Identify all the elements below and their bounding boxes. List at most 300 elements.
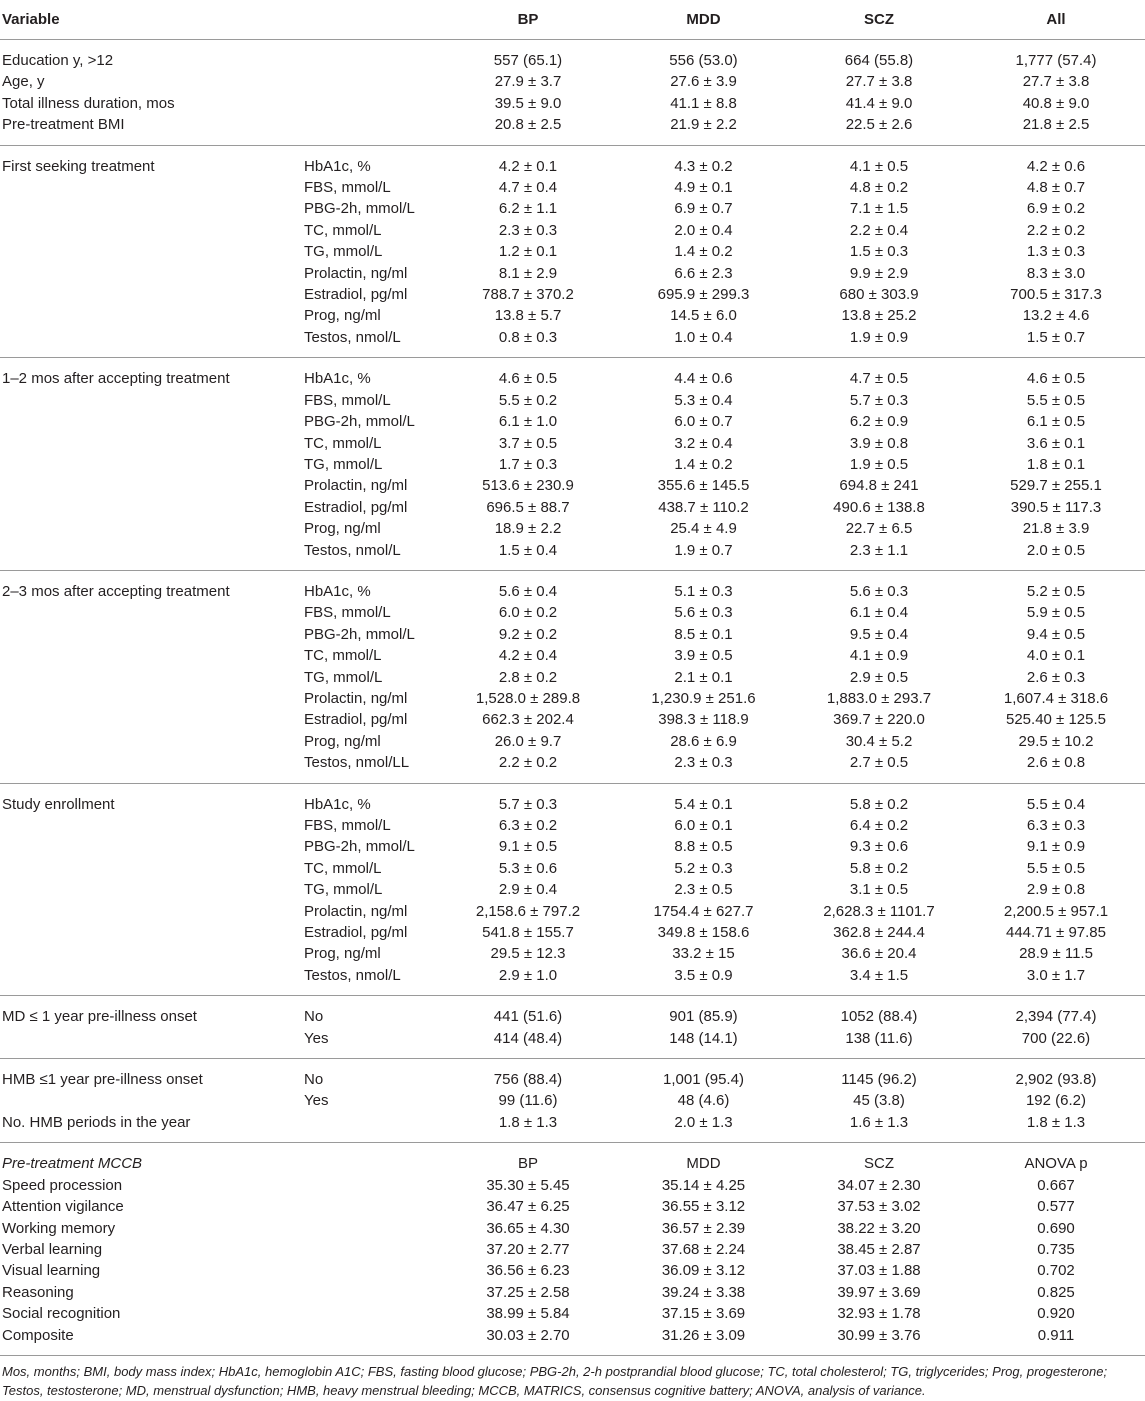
group-md [0,996,1145,1059]
row-label [0,540,300,571]
value-cell: 37.15 ± 3.69 [661,1305,746,1323]
mccb-section [0,1143,1145,1356]
row-sublabel: TG, mmol/L [304,455,383,473]
value-cell: 6.3 ± 0.2 [498,817,558,834]
value-cell: 0.702 [1037,1262,1075,1280]
value-cell: 9.3 ± 0.6 [849,838,909,856]
value-cell: 700.5 ± 317.3 [1010,286,1102,304]
row-label [0,1028,300,1059]
row-sublabel: Testos, nmol/L [300,965,440,996]
table-row [0,263,1145,284]
value-cell: 2.1 ± 0.1 [674,668,733,686]
value-cell: 27.7 ± 3.8 [1022,73,1090,91]
row-sublabel: TG, mmol/L [304,243,383,261]
value-cell: 18.9 ± 2.2 [494,520,562,538]
table-row [0,145,1145,177]
value-cell: 1.2 ± 0.1 [498,243,558,261]
value-cell: 4.1 ± 0.5 [849,157,909,175]
value-cell: 27.7 ± 3.8 [845,73,913,91]
value-cell: 4.2 ± 0.1 [498,157,558,175]
value-cell: 1052 (88.4) [840,1008,918,1026]
value-cell: 529.7 ± 255.1 [1010,477,1102,495]
table-row [0,475,1145,496]
value-cell: 2.6 ± 0.3 [1026,668,1086,686]
row-sublabel [300,1282,440,1303]
row-sublabel: HbA1c, % [304,582,371,600]
table-row [0,624,1145,645]
header-mdd: MDD [616,0,791,40]
value-cell: 9.1 ± 0.5 [498,838,558,856]
value-cell: 1.5 ± 0.3 [849,243,909,261]
table-row [0,965,1145,996]
value-cell: 362.8 ± 244.4 [833,924,925,942]
value-cell: 27.6 ± 3.9 [670,73,737,91]
value-cell: 192 (6.2) [1025,1092,1087,1110]
value-cell: 48 (4.6) [677,1092,730,1110]
table-row [0,497,1145,518]
value-cell: 34.07 ± 2.30 [837,1176,921,1194]
value-cell: 349.8 ± 158.6 [657,924,750,942]
table-row [0,114,1145,145]
row-sublabel [300,1112,440,1143]
row-label: Education y, >12 [2,52,114,69]
value-cell: 2,902 (93.8) [1015,1071,1097,1089]
row-sublabel: PBG-2h, mmol/L [304,838,415,856]
value-cell: 4.8 ± 0.2 [849,179,909,197]
row-label [0,688,300,709]
value-cell: 2.9 ± 0.5 [849,668,909,686]
value-cell: 5.3 ± 0.6 [498,859,558,877]
table-row [0,454,1145,475]
value-cell: 22.5 ± 2.6 [791,114,967,145]
value-cell: 3.6 ± 0.1 [1026,434,1086,452]
value-cell: 8.8 ± 0.5 [674,838,733,856]
value-cell: 4.4 ± 0.6 [674,370,733,388]
row-sublabel: Prolactin, ng/ml [304,689,408,707]
value-cell: 21.8 ± 3.9 [1022,520,1090,538]
table-row [0,1260,1145,1281]
value-cell: 5.2 ± 0.5 [1026,582,1086,600]
row-sublabel: TC, mmol/L [304,434,382,452]
value-cell: 4.6 ± 0.5 [1026,370,1086,388]
value-cell: 6.9 ± 0.2 [1026,200,1086,218]
table-row [0,1303,1145,1324]
value-cell: 4.2 ± 0.4 [498,647,558,665]
value-cell: 525.40 ± 125.5 [1006,711,1106,729]
row-label [0,220,300,241]
value-cell: 444.71 ± 97.85 [1006,924,1106,942]
value-cell: 6.6 ± 2.3 [674,264,733,282]
table-row [0,1059,1145,1091]
row-sublabel [300,1143,440,1175]
row-sublabel [300,93,440,114]
value-cell: 38.99 ± 5.84 [486,1305,570,1323]
header-blank [300,0,440,40]
row-label [0,411,300,432]
value-cell: 20.8 ± 2.5 [440,114,616,145]
row-label: Working memory [2,1219,116,1237]
value-cell: MDD [686,1155,721,1173]
value-cell: 1.9 ± 0.9 [791,327,967,358]
row-sublabel: Estradiol, pg/ml [304,924,408,942]
row-sublabel [300,1175,440,1196]
row-sublabel: Prolactin, ng/ml [304,477,408,495]
row-label [0,645,300,666]
value-cell: 14.5 ± 6.0 [670,307,737,325]
value-cell: 4.3 ± 0.2 [674,157,733,175]
row-label: Study enrollment [2,795,115,813]
row-label [0,879,300,900]
value-cell: 21.8 ± 2.5 [967,114,1145,145]
value-cell: 3.2 ± 0.4 [674,434,733,452]
value-cell: 32.93 ± 1.78 [837,1305,921,1323]
row-sublabel [300,1260,440,1281]
value-cell: 35.30 ± 5.45 [486,1176,570,1194]
row-sublabel: Prog, ng/ml [304,520,381,538]
value-cell: 2.7 ± 0.5 [791,752,967,783]
table-row [0,1218,1145,1239]
row-sublabel: PBG-2h, mmol/L [304,200,415,218]
value-cell: 4.8 ± 0.7 [1026,179,1086,197]
value-cell: 1,607.4 ± 318.6 [1003,689,1109,707]
value-cell: 6.0 ± 0.1 [674,817,733,834]
group-2-3-mos [0,570,1145,783]
row-sublabel: FBS, mmol/L [304,604,391,622]
table-row [0,570,1145,602]
row-sublabel: Testos, nmol/L [300,540,440,571]
value-cell: 31.26 ± 3.09 [616,1325,791,1356]
value-cell: 441 (51.6) [493,1008,563,1026]
row-sublabel [300,1218,440,1239]
value-cell: 490.6 ± 138.8 [833,498,925,516]
row-label [0,518,300,539]
value-cell: 37.20 ± 2.77 [486,1240,570,1258]
table-row [0,1325,1145,1356]
row-label [0,433,300,454]
row-sublabel [300,1239,440,1260]
value-cell: 2.3 ± 0.3 [616,752,791,783]
value-cell: 6.0 ± 0.2 [498,604,558,622]
table-row [0,645,1145,666]
value-cell: 36.47 ± 6.25 [486,1198,570,1216]
demographics-section [0,40,1145,146]
value-cell: 2.9 ± 0.4 [498,881,558,899]
value-cell: BP [517,1155,538,1173]
value-cell: 41.1 ± 8.8 [670,94,737,112]
value-cell: 5.6 ± 0.3 [674,604,733,622]
row-label: Attention vigilance [2,1198,124,1216]
value-cell: 5.8 ± 0.2 [849,859,909,877]
row-sublabel: PBG-2h, mmol/L [304,625,415,643]
value-cell: 5.5 ± 0.5 [1026,391,1086,409]
header-variable: Variable [0,0,300,40]
value-cell: 36.65 ± 4.30 [486,1219,570,1237]
row-label [0,709,300,730]
row-label [0,475,300,496]
value-cell: 1.8 ± 1.3 [967,1112,1145,1143]
value-cell: 36.09 ± 3.12 [661,1262,746,1280]
value-cell: 5.5 ± 0.5 [1026,859,1086,877]
value-cell: 5.9 ± 0.5 [1026,604,1086,622]
value-cell: 6.2 ± 1.1 [498,200,558,218]
value-cell: 2.0 ± 0.4 [674,221,733,239]
value-cell: 3.9 ± 0.5 [674,647,733,665]
value-cell: 2.3 ± 1.1 [791,540,967,571]
value-cell: 1.6 ± 1.3 [791,1112,967,1143]
row-sublabel: Estradiol, pg/ml [304,711,408,729]
table-row [0,390,1145,411]
value-cell: 556 (53.0) [669,52,738,69]
row-sublabel: HbA1c, % [304,795,371,813]
value-cell: 6.3 ± 0.3 [1026,817,1086,834]
value-cell: 1145 (96.2) [841,1071,917,1089]
table-row [0,1175,1145,1196]
value-cell: 5.7 ± 0.3 [849,391,909,409]
table-row [0,93,1145,114]
table-row [0,943,1145,964]
value-cell: 2,158.6 ± 797.2 [475,902,581,920]
row-label [0,263,300,284]
row-sublabel: Yes [300,1028,440,1059]
table-row [0,731,1145,752]
row-label [0,305,300,326]
value-cell: 37.53 ± 3.02 [837,1198,921,1216]
table-row [0,879,1145,900]
value-cell: 1.8 ± 1.3 [440,1112,616,1143]
table-row [0,1239,1145,1260]
table-footnote: Mos, months; BMI, body mass index; HbA1c, hemoglobin A1C; FBS, fasting blood glucose; PBG-2h, 2-h postprandial blood glucose; TC, total cholesterol; TG, triglycerides; Prog, progesterone; Testos, testosterone; MD, menstrual dysfunction; HMB, heavy menstrual bleeding; MCCB, MATRICS, consensus cognitive battery; ANOVA, analysis of variance. [2,1363,1108,1399]
value-cell: 26.0 ± 9.7 [494,732,562,750]
value-cell: 8.1 ± 2.9 [498,264,558,282]
row-sublabel: TG, mmol/L [304,881,383,899]
table-row [0,40,1145,72]
row-sublabel: No [304,1008,324,1026]
value-cell: 1.9 ± 0.7 [616,540,791,571]
row-label: Speed procession [2,1176,123,1194]
table-row [0,996,1145,1028]
row-label [0,390,300,411]
table-row [0,518,1145,539]
value-cell: 22.7 ± 6.5 [845,520,913,538]
row-label [0,241,300,262]
row-label [0,177,300,198]
row-label [0,965,300,996]
value-cell: 1.5 ± 0.4 [440,540,616,571]
value-cell: 1754.4 ± 627.7 [653,902,754,920]
value-cell: 5.1 ± 0.3 [674,582,733,600]
row-sublabel [300,40,440,72]
row-label [0,198,300,219]
value-cell: 45 (3.8) [853,1092,905,1110]
row-label: Age, y [2,73,45,91]
row-label [0,667,300,688]
value-cell: 2.0 ± 0.5 [967,540,1145,571]
value-cell: 39.97 ± 3.69 [837,1283,921,1301]
value-cell: 3.9 ± 0.8 [849,434,909,452]
row-sublabel: FBS, mmol/L [304,179,391,197]
value-cell: 2.9 ± 0.8 [1026,881,1086,899]
value-cell: 7.1 ± 1.5 [849,200,909,218]
value-cell: 4.9 ± 0.1 [674,179,733,197]
row-label [0,284,300,305]
value-cell: 29.5 ± 10.2 [1018,732,1094,750]
value-cell: 756 (88.4) [493,1071,563,1089]
value-cell: 39.5 ± 9.0 [494,94,562,112]
value-cell: 3.5 ± 0.9 [616,965,791,996]
table-row [0,220,1145,241]
table-row [0,433,1145,454]
group-hmb [0,1059,1145,1143]
row-label: Pre-treatment MCCB [2,1155,143,1173]
row-sublabel [300,114,440,145]
table-row [0,1112,1145,1143]
row-sublabel: Estradiol, pg/ml [304,286,408,304]
row-label [0,327,300,358]
value-cell: 21.9 ± 2.2 [616,114,791,145]
table-row [0,71,1145,92]
row-label: 1–2 mos after accepting treatment [2,370,230,388]
row-sublabel: TC, mmol/L [304,221,382,239]
row-label: HMB ≤1 year pre-illness onset [2,1071,203,1089]
row-sublabel: FBS, mmol/L [304,391,391,409]
value-cell: 694.8 ± 241 [839,477,919,495]
value-cell: 1.0 ± 0.4 [616,327,791,358]
value-cell: 1.4 ± 0.2 [674,243,733,261]
table-row [0,327,1145,358]
row-sublabel: Prog, ng/ml [304,307,381,325]
value-cell: 38.45 ± 2.87 [837,1240,921,1258]
value-cell: 1,230.9 ± 251.6 [651,689,756,707]
row-label [0,836,300,857]
row-label [0,815,300,836]
row-sublabel: PBG-2h, mmol/L [304,413,415,431]
value-cell: 148 (14.1) [616,1028,791,1059]
value-cell: 5.3 ± 0.4 [674,391,733,409]
value-cell: 2.9 ± 1.0 [440,965,616,996]
value-cell: 6.1 ± 0.4 [849,604,909,622]
value-cell: 1,883.0 ± 293.7 [826,689,932,707]
value-cell: 138 (11.6) [791,1028,967,1059]
value-cell: 3.0 ± 1.7 [967,965,1145,996]
row-label: Verbal learning [2,1240,103,1258]
value-cell: 398.3 ± 118.9 [658,711,749,729]
table-row [0,1196,1145,1217]
row-label [0,901,300,922]
value-cell: 30.4 ± 5.2 [845,732,913,750]
value-cell: SCZ [864,1155,894,1173]
value-cell: ANOVA p [1024,1155,1088,1173]
value-cell: 36.57 ± 2.39 [661,1219,746,1237]
value-cell: 3.1 ± 0.5 [849,881,909,899]
table-row [0,709,1145,730]
value-cell: 2.3 ± 0.5 [674,881,733,899]
table-row [0,1090,1145,1111]
value-cell: 33.2 ± 15 [672,945,735,963]
value-cell: 1,777 (57.4) [1015,52,1097,69]
row-label: 2–3 mos after accepting treatment [2,582,230,600]
value-cell: 2,200.5 ± 957.1 [1003,902,1109,920]
row-label: No. HMB periods in the year [0,1112,300,1143]
row-sublabel: Prolactin, ng/ml [304,902,408,920]
value-cell: 6.4 ± 0.2 [849,817,909,834]
row-label [0,497,300,518]
value-cell: 680 ± 303.9 [839,286,919,304]
value-cell: 0.911 [967,1325,1145,1356]
table-row [0,411,1145,432]
value-cell: 4.0 ± 0.1 [1026,647,1086,665]
value-cell: 5.6 ± 0.4 [498,582,558,600]
value-cell: 5.7 ± 0.3 [498,795,558,813]
row-sublabel: Testos, nmol/LL [300,752,440,783]
row-sublabel: Testos, nmol/L [300,327,440,358]
value-cell: 0.690 [1037,1219,1075,1237]
value-cell: 2.2 ± 0.2 [1026,221,1086,239]
value-cell: 9.4 ± 0.5 [1026,625,1086,643]
table-row [0,1143,1145,1175]
value-cell: 0.735 [1037,1240,1075,1258]
value-cell: 37.68 ± 2.24 [661,1240,746,1258]
group-first-seeking [0,145,1145,358]
row-sublabel: HbA1c, % [304,370,371,388]
value-cell: 6.1 ± 0.5 [1026,413,1086,431]
row-sublabel: Prolactin, ng/ml [304,264,408,282]
value-cell: 2.6 ± 0.8 [967,752,1145,783]
value-cell: 30.99 ± 3.76 [791,1325,967,1356]
value-cell: 1.7 ± 0.3 [498,455,558,473]
value-cell: 2.0 ± 1.3 [616,1112,791,1143]
value-cell: 4.7 ± 0.4 [498,179,558,197]
group-1-2-mos [0,358,1145,571]
row-sublabel [300,1303,440,1324]
value-cell: 40.8 ± 9.0 [1022,94,1090,112]
row-label [0,624,300,645]
value-cell: 390.5 ± 117.3 [1010,498,1102,516]
value-cell: 41.4 ± 9.0 [845,94,913,112]
header-bp: BP [440,0,616,40]
value-cell: 2,628.3 ± 1101.7 [823,902,935,920]
header-scz: SCZ [791,0,967,40]
row-label: Reasoning [2,1283,74,1301]
row-sublabel: TC, mmol/L [304,859,382,877]
value-cell: 5.8 ± 0.2 [849,795,909,813]
value-cell: 0.825 [1037,1283,1075,1301]
value-cell: 1.8 ± 0.1 [1026,455,1086,473]
value-cell: 13.2 ± 4.6 [1022,307,1090,325]
row-label [0,943,300,964]
value-cell: 438.7 ± 110.2 [658,498,749,516]
value-cell: 1.3 ± 0.3 [1026,243,1086,261]
value-cell: 788.7 ± 370.2 [482,286,574,304]
row-label: MD ≤ 1 year pre-illness onset [2,1008,197,1026]
value-cell: 662.3 ± 202.4 [482,711,574,729]
table-row [0,602,1145,623]
value-cell: 30.03 ± 2.70 [440,1325,616,1356]
row-sublabel: Yes [304,1092,329,1110]
row-label [0,731,300,752]
row-sublabel: FBS, mmol/L [304,817,391,834]
table-row [0,358,1145,390]
value-cell: 355.6 ± 145.5 [657,477,750,495]
value-cell: 29.5 ± 12.3 [490,945,566,963]
table-row [0,752,1145,783]
value-cell: 0.577 [1037,1198,1075,1216]
value-cell: 1.5 ± 0.7 [967,327,1145,358]
row-label: First seeking treatment [2,157,155,175]
row-label [0,1090,300,1111]
value-cell: 369.7 ± 220.0 [833,711,925,729]
value-cell: 2.2 ± 0.2 [440,752,616,783]
table-row [0,198,1145,219]
